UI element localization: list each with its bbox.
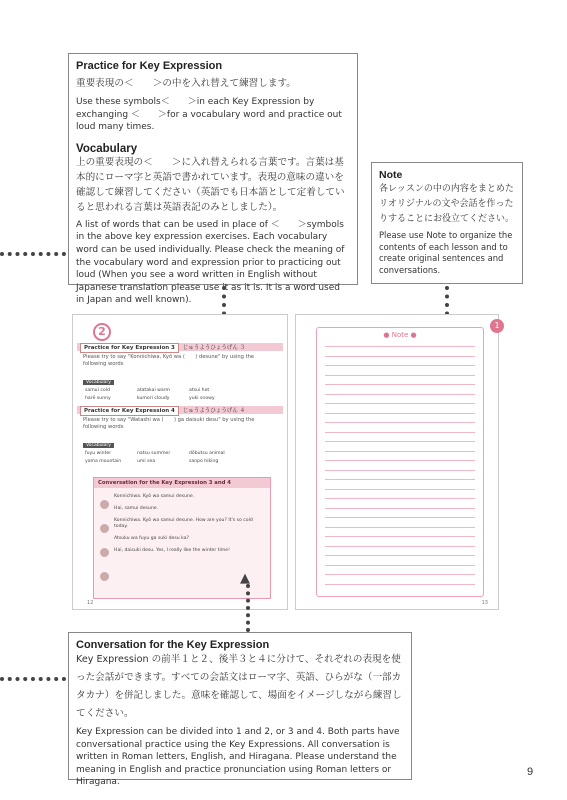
note-rule-line [325,365,475,366]
page-number-right: 13 [481,600,488,606]
ke4-jp: じゅうようひょうげん ４ [182,408,246,414]
note-rule-line [325,403,475,404]
ke3-instruction: Please try to say "Konnichiwa, Kyō wa ( ) desune" by using the following words [83,354,255,367]
note-rule-line [325,565,475,566]
note-rule-line [325,546,475,547]
ke3-label: Practice for Key Expression 3 [80,343,179,353]
note-jp: 各レッスンの中の内容をまとめたリオリジナルの文や会話を作ったりすることにお役立てください。 [379,184,515,224]
vocabulary-en: A list of words that can be used in place of ＜ ＞symbols in the above key expression exercises. Each vocabulary word can be used individually. Please check the meaning of the vocabulary word and expression prior to practicing out loud (When you see a word written in English without Japanese translation please use it as it is. It is a word used in Japan and well known). [76,219,345,306]
conv-line: Konnichiwa. Kyō wa samui desune. [114,494,195,499]
note-rule-line [325,451,475,452]
note-rule-line [325,470,475,471]
note-rule-line [325,555,475,556]
vocab-word: samui cold [85,388,110,393]
lesson-tab-number: 1 [494,321,500,330]
vocab-word: yama mountain [85,458,122,464]
note-rule-line [325,394,475,395]
right-page-sample [295,314,499,610]
note-rule-line [325,460,475,461]
ke4-label: Practice for Key Expression 4 [80,406,179,416]
practice-title: Practice for Key Expression [76,60,223,72]
vocab-word: atatakai warm [137,388,171,393]
vocab-word: yuki snowy [189,395,215,401]
vocab-word: atsui hot [189,388,210,393]
vocab-header-2: Vocabulary [83,443,114,448]
vocab-word: harē sunny [85,395,111,401]
note-rule-line [325,574,475,575]
note-rule-line [325,536,475,537]
note-rule-line [325,432,475,433]
vocab-word: fuyu winter [85,451,112,456]
page-number: 9 [527,766,534,778]
note-title: Note [379,169,403,181]
ke4-bar [77,406,283,414]
vocab-header-1: Vocabulary [83,380,114,385]
conv-line: Hai, samui desune. [114,506,159,511]
conversation-title: Conversation for the Key Expression [76,639,270,651]
note-rule-line [325,584,475,585]
bottom-left-dotted-connector [0,677,66,681]
conv-line: Konnichiwa. Kyō wa samui desune. How are you? It's so cold today. [114,518,253,529]
conversation-en: Key Expression can be divided into 1 and 2, or 3 and 4. Both parts have conversational practice using the Key Expressions. All conversation is written in Roman letters, English, and Hiragana. Please understand the meaning in English and practice pronunciation using Roman letters or Hiragana. [76,727,400,788]
conv-line: Hai, daisuki desu. Yes, I really like the winter time! [114,548,230,553]
ke3-jp: じゅうようひょうげん ３ [182,345,246,351]
speaker-icon [100,548,109,557]
vocab-word: kumori cloudy [137,395,170,401]
note-page-title: ● Note ● [383,331,417,339]
note-rule-line [325,527,475,528]
vocab-word: umi sea [137,458,156,464]
speaker-icon [100,524,109,533]
conversation-dotted-connector [246,584,250,632]
vocabulary-title: Vocabulary [76,142,138,155]
practice-jp: 重要表現の＜ ＞の中を入れ替えて練習します。 [76,78,296,89]
vocabulary-jp: 上の重要表現の＜ ＞に入れ替えられる言葉です。言葉は基本的にローマ字と英語で書かれています。表現の意味の違いを確認して練習してください（英語でも日本語として定着していると思われる言葉は英語表記のみとしました）。 [76,156,345,213]
conversation-box [68,632,412,788]
lesson-number: 2 [98,325,106,338]
speaker-icon [100,500,109,509]
note-box [371,162,523,284]
lesson-tab [490,319,504,333]
note-rule-line [325,441,475,442]
note-rule-line [325,498,475,499]
note-rule-line [325,346,475,347]
practice-vocabulary-box [68,53,358,306]
vocab-word: sanpo hiking [189,458,219,464]
vocab-word: dōbutsu animal [189,451,225,456]
note-rule-line [325,479,475,480]
conversation-panel-title: Conversation for the Key Expression 3 and 4 [94,478,270,488]
note-rule-line [325,508,475,509]
note-en: Please use Note to organize the contents of each lesson and to create original sentences and conversations. [379,230,513,275]
note-page-frame [316,327,484,597]
ke4-instruction: Please try to say "Watashi wa ( ) ga daisuki desu" by using the following words [83,417,255,430]
note-rule-line [325,375,475,376]
vocab-row-3 [73,450,287,458]
vocab-row-2 [73,395,287,403]
speaker-icon [100,572,109,581]
conversation-arrow-icon: ▲ [240,571,250,586]
lesson-badge [93,323,111,341]
practice-en: Use these symbols＜ ＞in each Key Expression by exchanging ＜ ＞for a vocabulary word and practice out loud many times. [76,97,342,133]
note-rule-line [325,422,475,423]
left-page-sample [72,314,288,610]
conv-line: Atsuku wa fuyu ga suki desu ka? [114,536,189,541]
note-rule-line [325,489,475,490]
ke3-bar [77,343,283,351]
note-rule-line [325,413,475,414]
note-rule-line [325,356,475,357]
vocab-row-1 [73,387,287,395]
page-number-left: 12 [87,600,94,606]
conversation-jp: Key Expression の前半１と２、後半３と４に分けて、それぞれの表現を使った会話ができます。すべての会話文はローマ字、英語、ひらがな（一部カタカナ）を併記しました。意味を確認して、場面をイメージしながら練習してください。 [76,654,402,719]
vocab-word: natsu summer [137,451,171,456]
vocab-row-4 [73,458,287,466]
note-rule-line [325,384,475,385]
note-rule-line [325,517,475,518]
left-dotted-connector [0,252,66,256]
